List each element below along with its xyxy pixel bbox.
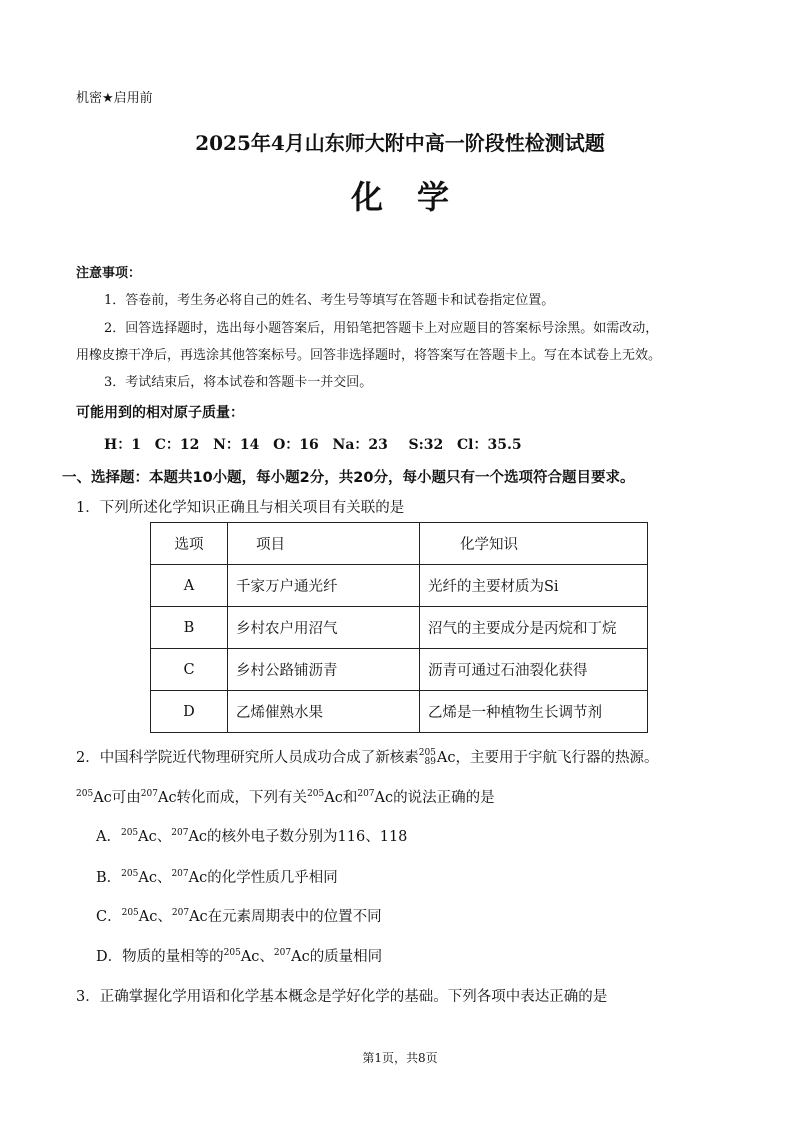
- table-cell-knowledge: 乙烯是一种植物生长调节剂: [420, 691, 648, 733]
- notice-item-3: 3．考试结束后，将本试卷和答题卡一并交回。: [104, 375, 373, 390]
- mass-number: 207: [171, 828, 189, 839]
- element-symbol: Ac: [188, 829, 208, 845]
- mass-number: 207: [357, 789, 375, 800]
- mass-number: 207: [171, 908, 190, 919]
- mass-number: 205: [121, 869, 139, 880]
- table-row: [151, 649, 648, 691]
- table-cell-project: 乡村农户用沼气: [228, 607, 420, 649]
- question-2-option-a: [96, 825, 407, 846]
- element-symbol: Ac、: [138, 829, 172, 845]
- table-row: [151, 691, 648, 733]
- table-cell-knowledge: 沼气的主要成分是丙烷和丁烷: [420, 607, 648, 649]
- option-text: 的化学性质几乎相同: [207, 870, 338, 886]
- table-header-row: [151, 523, 648, 565]
- option-prefix: A．: [96, 829, 121, 845]
- stem-text: Ac的说法正确的是: [374, 790, 495, 806]
- table-cell-project: 乙烯催熟水果: [228, 691, 420, 733]
- question-3-stem: 3．正确掌握化学用语和化学基本概念是学好化学的基础。下列各项中表达正确的是: [76, 989, 608, 1005]
- table-cell-option: A: [151, 565, 228, 607]
- page-footer: 第1页，共8页: [362, 1051, 438, 1065]
- question-2-stem-text-1: 2．中国科学院近代物理研究所人员成功合成了新核素: [76, 750, 419, 766]
- mass-number: 205: [307, 789, 325, 800]
- question-2-stem-text-2: ，主要用于宇航飞行器的热源。: [455, 750, 659, 766]
- mass-number: 207: [171, 869, 189, 880]
- table-row: [151, 607, 648, 649]
- table-cell-option: C: [151, 649, 228, 691]
- confidential-label: 机密★启用前: [76, 91, 153, 106]
- subject-title: 化学: [350, 178, 483, 216]
- element-symbol: Ac: [188, 870, 208, 886]
- question-1-table: [150, 522, 648, 733]
- stem-text: Ac可由: [93, 790, 141, 806]
- mass-number: 207: [140, 789, 158, 800]
- atomic-mass-heading: 可能用到的相对原子质量：: [76, 405, 244, 421]
- table-cell-knowledge: 光纤的主要材质为Si: [420, 565, 648, 607]
- element-symbol: Ac、: [138, 909, 172, 925]
- question-2-option-c: [96, 905, 382, 926]
- table-header-project: 项目: [228, 523, 420, 565]
- table-cell-project: 千家万户通光纤: [228, 565, 420, 607]
- notice-item-2-line-2: 用橡皮擦干净后，再选涂其他答案标号。回答非选择题时，将答案写在答题卡上。写在本试卷上无效。: [76, 348, 662, 363]
- mass-number: 207: [273, 948, 292, 959]
- table-header-knowledge: 化学知识: [420, 523, 648, 565]
- option-text: 的质量相同: [309, 949, 383, 965]
- table-row: [151, 565, 648, 607]
- table-cell-knowledge: 沥青可通过石油裂化获得: [420, 649, 648, 691]
- option-prefix: B．: [96, 870, 122, 886]
- element-symbol: Ac、: [138, 870, 172, 886]
- mass-number: 205: [223, 948, 241, 959]
- option-prefix: D．物质的量相等的: [96, 949, 224, 965]
- question-1-stem: 1．下列所述化学知识正确且与相关项目有关联的是: [76, 500, 405, 516]
- mass-number: 205: [76, 789, 94, 800]
- stem-text: Ac和: [324, 790, 358, 806]
- notice-item-1: 1．答卷前，考生务必将自己的姓名、考生号等填写在答题卡和试卷指定位置。: [104, 293, 555, 308]
- exam-title: 2025年4月山东师大附中高一阶段性检测试题: [195, 131, 605, 155]
- notice-heading: 注意事项：: [76, 266, 142, 281]
- nuclide-symbol: Ac: [436, 750, 456, 766]
- question-2-option-d: [96, 945, 382, 966]
- mass-number: 205: [120, 828, 139, 839]
- atomic-mass-values: H：1 C：12 N：14 O：16 Na：23 S:32 Cl：35.5: [104, 437, 522, 453]
- question-2-stem-line-1: [76, 746, 659, 767]
- option-prefix: C．: [96, 909, 122, 925]
- table-cell-option: B: [151, 607, 228, 649]
- notice-item-2-line-1: 2．回答选择题时，选出每小题答案后，用铅笔把答题卡上对应题目的答案标号涂黑。如需改动，: [104, 321, 659, 336]
- stem-text: Ac转化而成，下列有关: [157, 790, 308, 806]
- nuclide-atomic-number: 89: [424, 757, 436, 767]
- table-cell-option: D: [151, 691, 228, 733]
- question-2-stem-line-2: [76, 786, 495, 807]
- element-symbol: Ac: [189, 909, 208, 925]
- table-cell-project: 乡村公路铺沥青: [228, 649, 420, 691]
- nuclide-notation: [419, 749, 436, 767]
- table-header-option: 选项: [151, 523, 228, 565]
- mass-number: 205: [121, 908, 139, 919]
- option-text: 在元素周期表中的位置不同: [207, 909, 382, 925]
- element-symbol: Ac、: [240, 949, 274, 965]
- nuclide-mass-number: 205: [418, 748, 436, 758]
- option-text: 的核外电子数分别为116、118: [207, 829, 408, 845]
- section-1-heading: 一、选择题：本题共10小题，每小题2分，共20分，每小题只有一个选项符合题目要求。: [62, 470, 635, 486]
- element-symbol: Ac: [291, 949, 310, 965]
- question-2-option-b: [96, 866, 338, 887]
